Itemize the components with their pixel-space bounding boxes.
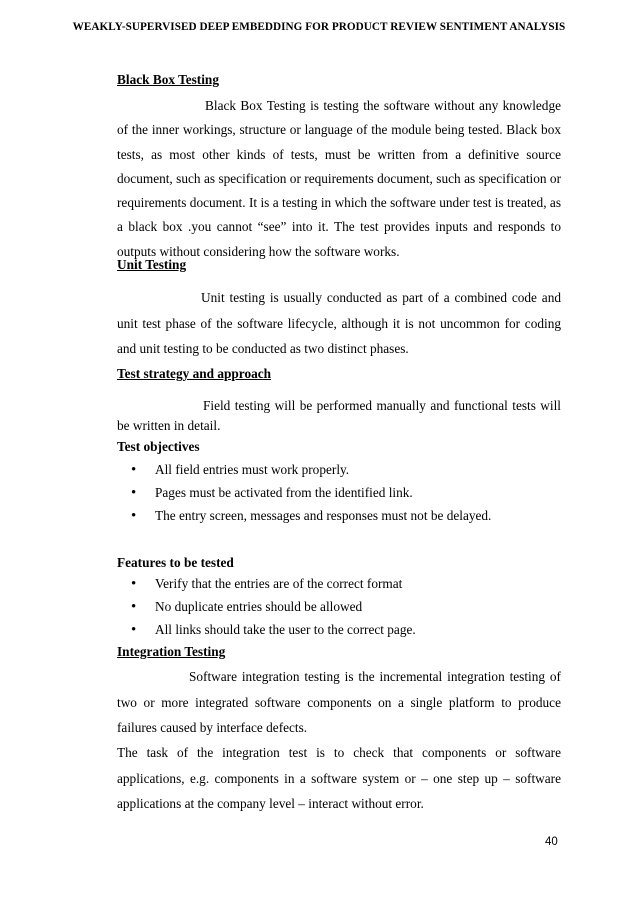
list-item: • The entry screen, messages and responses must not be delayed. xyxy=(117,505,561,528)
bullet-icon: • xyxy=(131,507,137,524)
list-item: • No duplicate entries should be allowed xyxy=(117,596,561,619)
heading-integration-testing: Integration Testing xyxy=(117,644,226,659)
list-item: • Verify that the entries are of the correct format xyxy=(117,573,561,596)
heading-unit-testing: Unit Testing xyxy=(117,257,187,272)
bullet-icon: • xyxy=(131,621,137,638)
heading-test-strategy: Test strategy and approach xyxy=(117,366,272,381)
list-features-to-be-tested xyxy=(117,573,561,641)
paragraph-test-strategy: Field testing will be performed manually and functional tests will be written in detail. xyxy=(117,398,561,433)
paragraph-unit-testing: Unit testing is usually conducted as part of a combined code and unit test phase of the software lifecycle, although it is not uncommon for coding and unit testing to be conducted as two distinct phases. xyxy=(117,290,561,356)
list-item: • All field entries must work properly. xyxy=(117,459,561,482)
running-header: WEAKLY-SUPERVISED DEEP EMBEDDING FOR PRODUCT REVIEW SENTIMENT ANALYSIS xyxy=(72,21,566,33)
list-item: • All links should take the user to the correct page. xyxy=(117,619,561,642)
page-number: 40 xyxy=(545,836,558,848)
heading-test-objectives: Test objectives xyxy=(117,439,200,454)
list-item: • Pages must be activated from the identified link. xyxy=(117,482,561,505)
bullet-icon: • xyxy=(131,598,137,615)
paragraph-black-box-testing: Black Box Testing is testing the software without any knowledge of the inner workings, structure or language of the module being tested. Black box tests, as most other kinds of tests, must be written from a definitive source document, such as specification or requirements document, such as specification or requirements document. It is a testing in which the software under test is treated, as a black box .you cannot “see” into it. The test provides inputs and responds to outputs without considering how the software works. xyxy=(117,98,561,259)
paragraph-integration-testing: Software integration testing is the incremental integration testing of two or more integrated software components on a single platform to produce failures caused by interface defects. xyxy=(117,669,561,735)
bullet-icon: • xyxy=(131,462,137,478)
heading-black-box-testing: Black Box Testing xyxy=(117,72,219,87)
list-test-objectives xyxy=(117,459,561,527)
paragraph-integration-task: The task of the integration test is to check that components or software applications, e.g. components in a software system or – one step up – software applications at the company level – interact without error. xyxy=(117,745,561,811)
bullet-icon: • xyxy=(131,576,137,592)
bullet-icon: • xyxy=(131,484,137,501)
heading-features-to-be-tested: Features to be tested xyxy=(117,555,234,570)
